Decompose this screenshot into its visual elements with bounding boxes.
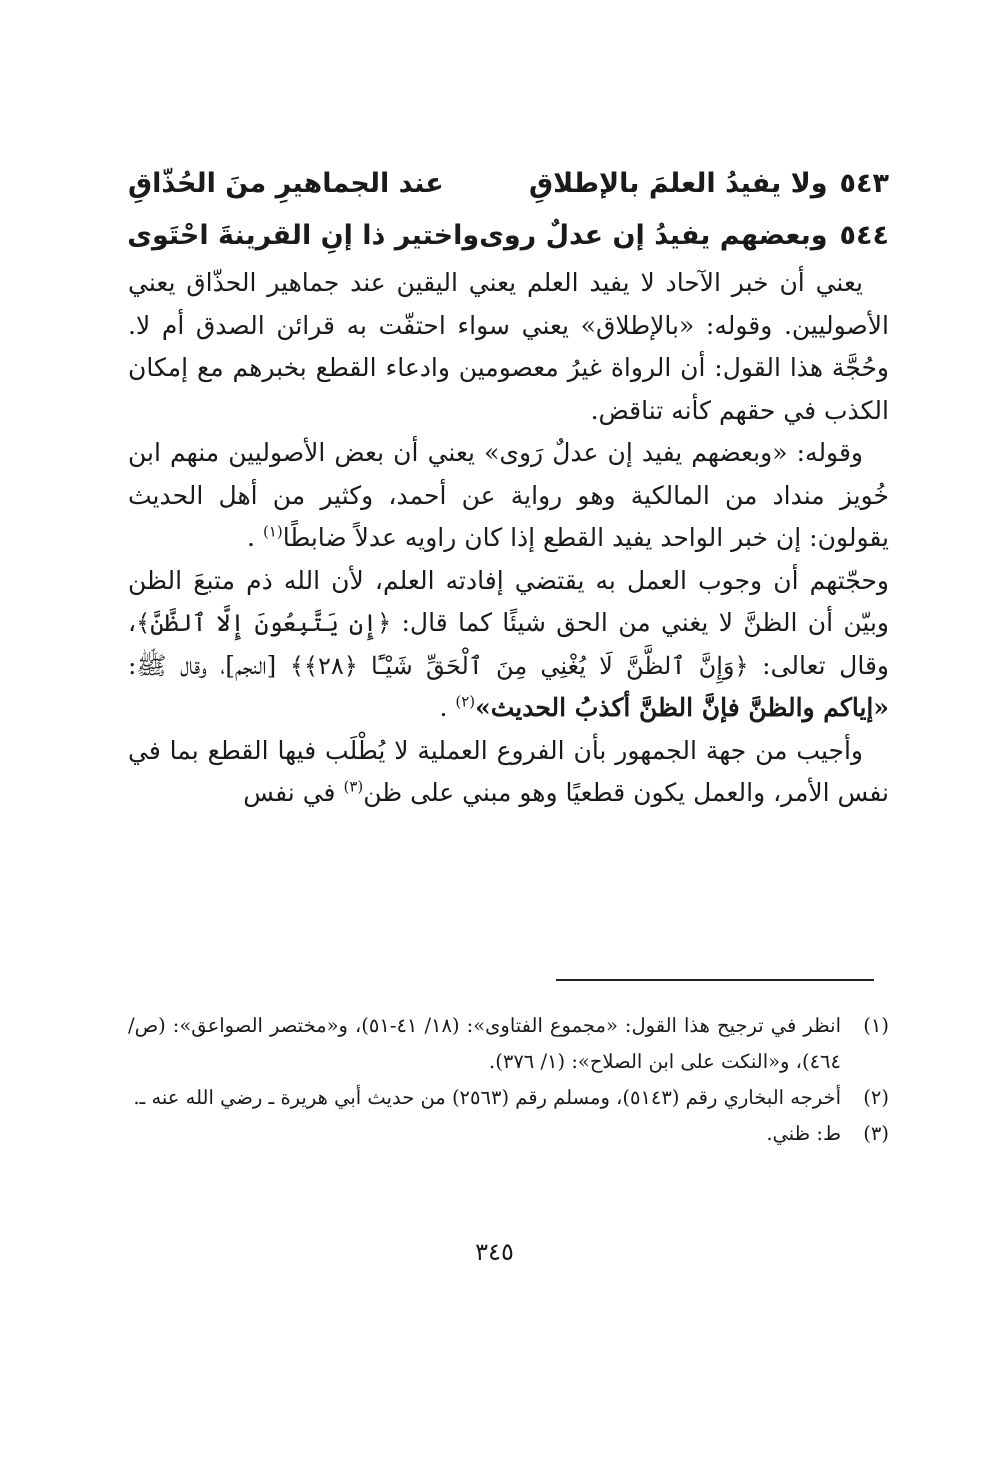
footnote-reference: (٣) (343, 777, 364, 796)
paragraph-text: ، وقال ﷺ: (128, 650, 226, 680)
footnote-text: ط: ظني. (766, 1122, 841, 1145)
paragraph-text: في نفس (243, 778, 336, 807)
hadith-quote: «إياكم والظنَّ فإنَّ الظنَّ أكذبُ الحديث» (475, 693, 889, 722)
footnote-text: أخرجه البخاري رقم (٥١٤٣)، ومسلم رقم (٢٥٦٣) من حديث أبي هريرة ـ رضي الله عنه ـ. (133, 1086, 841, 1109)
commentary-paragraph (128, 432, 889, 560)
paragraph-end: . (247, 523, 255, 552)
footnote-number: (٢) (863, 1086, 889, 1109)
paragraph-text: وحجّتهم أن وجوب العمل به يقتضي إفادته العلم، لأن الله ذم متبعَ الظن وبيّن أن الظنَّ لا يغني من الحق شيئًا كما قال: (128, 565, 889, 637)
commentary-paragraph (128, 730, 889, 815)
verse-second-hemistich: واختير ذا إنِ القرينةَ احْتَوى (127, 220, 480, 251)
page-number: ٣٤٥ (475, 1238, 514, 1266)
paragraph-text: وقوله: «وبعضهم يفيد إن عدلٌ رَوى» يعني أن بعض الأصوليين منهم ابن خُويز منداد من المالكية وهو رواية عن أحمد، وكثير من أهل الحديث يقولون: إن خبر الواحد يفيد القطع إذا كان راويه عدلاً ضابطًا (128, 438, 889, 552)
footnote-separator (556, 979, 874, 981)
footnote (128, 1080, 889, 1116)
verse-line (128, 210, 889, 262)
footnote-reference: (١) (262, 522, 283, 541)
footnote-text: انظر في ترجيح هذا القول: «مجموع الفتاوى»: (١٨/ ٤١-٥١)، و«مختصر الصواعق»: (ص/ ٤٦٤)، و«النكت على ابن الصلاح»: (١/ ٣٧٦). (128, 1014, 841, 1073)
quran-quote: ﴿وَإِنَّ ٱلظَّنَّ لَا يُغْنِي مِنَ ٱلْحَقِّ شَيْـًٔا ﴿٢٨﴾﴾ (289, 651, 749, 680)
verse-second-hemistich: عند الجماهيرِ منَ الحُذّاقِ (128, 168, 444, 199)
verse-line (128, 158, 889, 210)
paragraph-text: ، وقال تعالى: (128, 608, 889, 680)
commentary-paragraph (128, 560, 889, 730)
quran-quote: ﴿إِن يَتَّبِعُونَ إِلَّا ٱلظَّنَّ﴾ (136, 609, 392, 637)
verse-number: ٥٤٣ (839, 168, 889, 199)
verse-first-hemistich: وبعضهم يفيدُ إن عدلٌ روى (479, 220, 828, 251)
verse-number: ٥٤٤ (839, 220, 889, 251)
surah-reference: [النجم] (225, 650, 277, 680)
footnote (128, 1008, 889, 1080)
paragraph-text: وأجيب من جهة الجمهور بأن الفروع العملية لا يُطْلَب فيها القطع بما في نفس الأمر، والعمل يكون قطعيًا وهو مبني على ظن (128, 735, 889, 807)
footnote-number: (١) (863, 1014, 889, 1037)
footnote-number: (٣) (863, 1122, 889, 1145)
commentary-paragraph: يعني أن خبر الآحاد لا يفيد العلم يعني اليقين عند جماهير الحذّاق يعني الأصوليين. وقوله: «بالإطلاق» يعني سواء احتفّت به قرائن الصدق أم لا. وحُجَّة هذا القول: أن الرواة غيرُ معصومين وادعاء القطع بخبرهم مع إمكان الكذب في حقهم كأنه تناقض. (128, 268, 889, 425)
main-text (128, 158, 889, 815)
verse-first-hemistich: ولا يفيدُ العلمَ بالإطلاقِ (528, 168, 828, 199)
footnote-reference: (٢) (455, 692, 476, 711)
paragraph-end: . (439, 693, 448, 722)
footnotes (128, 1008, 889, 1152)
footnote (128, 1116, 889, 1152)
